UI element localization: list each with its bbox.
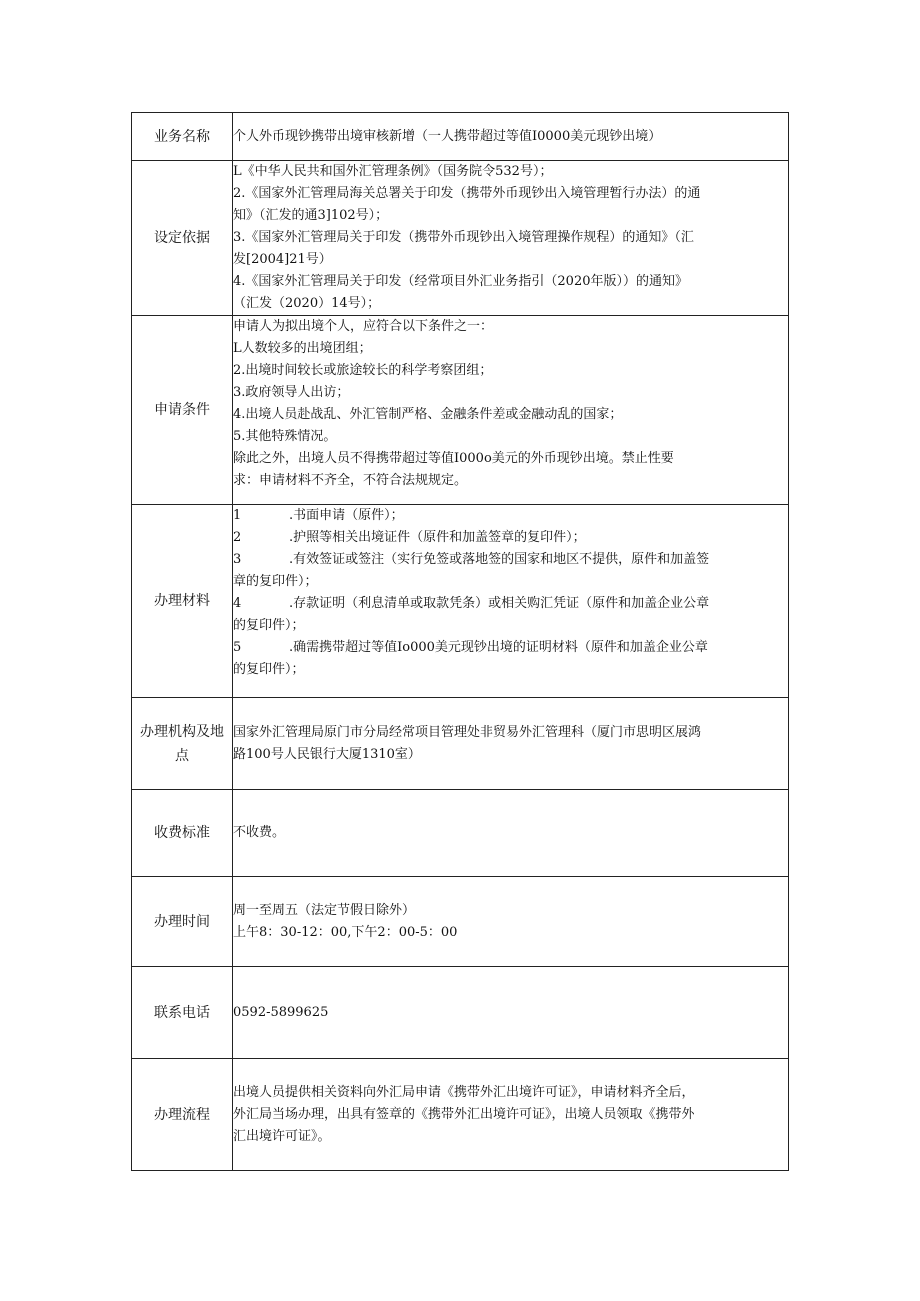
row-legal-basis <box>132 161 789 316</box>
material-item: 3 .有效签证或签注（实行免签或落地签的国家和地区不提供，原件和加盖签 章的复印件）； <box>233 552 710 589</box>
material-item: 4 .存款证明（利息清单或取款凭条）或相关购汇凭证（原件和加盖企业公章 的复印件）； <box>233 596 710 633</box>
row-contact-phone <box>132 967 789 1059</box>
value-legal-basis: L《中华人民共和国外汇管理条例》（国务院令532号）； 2.《国家外汇管理局海关总署关于印发（携带外币现钞出入境管理暂行办法）的通 知》（汇发的通3]102号）； 3.《国家外汇管理局关于印发（携带外币现钞出入境管理操作规程）的通知》（汇 发[2004]21号） 4.《国家外汇管理局关于印发（经常项目外汇业务指引（2020年版））的通知》 （汇发（2020）14号）； <box>233 161 789 316</box>
value-contact-phone: 0592-5899625 <box>233 967 789 1059</box>
material-item: 1 .书面申请（原件）； <box>233 508 404 523</box>
row-required-materials <box>132 505 789 698</box>
row-handling-process <box>132 1059 789 1171</box>
label-fee-standard: 收费标准 <box>132 790 233 877</box>
row-handling-office <box>132 698 789 790</box>
value-application-conditions: 申请人为拟出境个人，应符合以下条件之一： L人数较多的出境团组； 2.出境时间较长或旅途较长的科学考察团组； 3.政府领导人出访； 4.出境人员赴战乱、外汇管制严格、金融条件差或金融动乱的国家； 5.其他特殊情况。 除此之外，出境人员不得携带超过等值I000o美元的外币现钞出境。禁止性要 求：申请材料不齐全，不符合法规规定。 <box>233 316 789 505</box>
value-handling-process: 出境人员提供相关资料向外汇局申请《携带外汇出境许可证》，申请材料齐全后， 外汇局当场办理，出具有签章的《携带外汇出境许可证》，出境人员领取《携带外 汇出境许可证》。 <box>233 1059 789 1171</box>
label-handling-process: 办理流程 <box>132 1059 233 1171</box>
label-contact-phone: 联系电话 <box>132 967 233 1059</box>
value-fee-standard: 不收费。 <box>233 790 789 877</box>
service-info-table <box>131 112 789 1171</box>
label-handling-office: 办理机构及地 点 <box>132 698 233 790</box>
material-item: 2 .护照等相关出境证件（原件和加盖签章的复印件）； <box>233 530 586 545</box>
row-business-name <box>132 113 789 161</box>
label-required-materials: 办理材料 <box>132 505 233 698</box>
label-application-conditions: 申请条件 <box>132 316 233 505</box>
label-legal-basis: 设定依据 <box>132 161 233 316</box>
label-business-name: 业务名称 <box>132 113 233 161</box>
row-application-conditions <box>132 316 789 505</box>
material-item: 5 .确需携带超过等值Io000美元现钞出境的证明材料（原件和加盖企业公章 的复印件）； <box>233 640 708 677</box>
value-handling-office: 国家外汇管理局原门市分局经常项目管理处非贸易外汇管理科（厦门市思明区展鸿 路100号人民银行大厦1310室） <box>233 698 789 790</box>
value-required-materials <box>233 505 789 698</box>
row-fee-standard <box>132 790 789 877</box>
value-office-hours: 周一至周五（法定节假日除外） 上午8：30-12：00,下午2：00-5：00 <box>233 877 789 967</box>
value-business-name: 个人外币现钞携带出境审核新增（一人携带超过等值I0000美元现钞出境） <box>233 113 789 161</box>
row-office-hours <box>132 877 789 967</box>
label-office-hours: 办理时间 <box>132 877 233 967</box>
